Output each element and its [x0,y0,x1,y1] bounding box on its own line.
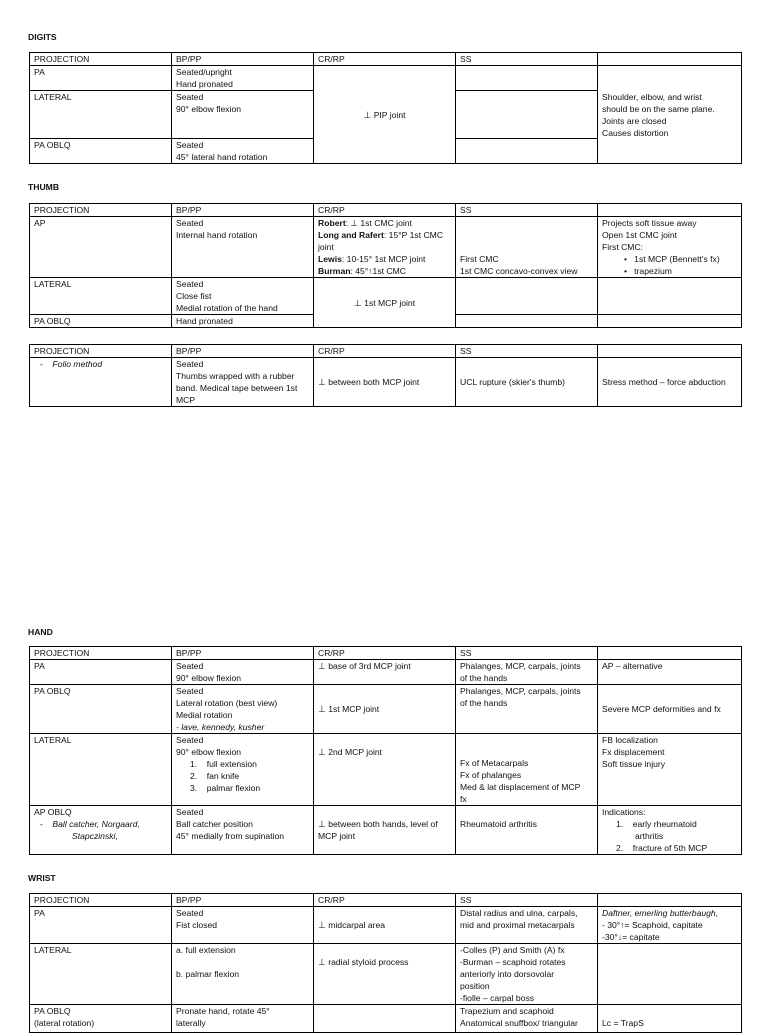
table-row [30,907,742,944]
table-header-row [30,894,742,907]
header-cr-rp: CR/RP [314,204,456,217]
header-notes [598,894,742,907]
table-header-row [30,345,742,358]
projection-cell: LATERAL [30,944,172,1005]
header-notes [598,204,742,217]
cr-cell: ⊥ base of 3rd MCP joint [314,660,456,685]
table-row [30,1005,742,1033]
perpendicular-icon: ⊥ [318,661,326,671]
notes-cell: Lc = TrapS [598,1005,742,1033]
bp-cell: Seated Thumbs wrapped with a rubber band. Medical tape between 1st MCP [172,358,314,407]
digits-section-title: DIGITS [28,32,57,42]
notes-cell: Stress method – force abduction [598,358,742,407]
notes-cell: Severe MCP deformities and fx [598,685,742,734]
projection-cell: PA [30,660,172,685]
ss-cell: Phalanges, MCP, carpals, joints of the hands [456,660,598,685]
bp-cell: Seated Internal hand rotation [172,217,314,278]
bp-cell: Seated 90° elbow flexion [172,660,314,685]
ss-cell [456,91,598,139]
header-projection: PROJECTION [30,53,172,66]
bp-cell: Seated 45° lateral hand rotation [172,139,314,164]
folio-table [29,344,742,407]
notes-cell: Daftner, emerling butterbaugh, - 30°↑= Scaphoid, capitate -30°↓= capitate [598,907,742,944]
ss-cell: Distal radius and ulna, carpals, mid and proximal metacarpals [456,907,598,944]
table-row [30,685,742,734]
projection-cell: PA OBLQ [30,315,172,328]
header-notes [598,647,742,660]
list-item: • 1st MCP (Bennett's fx) [624,254,720,264]
ss-cell [456,66,598,91]
wrist-table [29,893,742,1033]
notes-cell: FB localization Fx displacement Soft tissue injury [598,734,742,806]
table-row [30,217,742,278]
table-header-row [30,647,742,660]
projection-cell: LATERAL [30,91,172,139]
thumb-table [29,203,742,328]
bp-cell: Hand pronated [172,315,314,328]
header-cr-rp: CR/RP [314,53,456,66]
bp-cell: Seated Ball catcher position 45° medially from supination [172,806,314,855]
digits-table [29,52,742,164]
perpendicular-icon: ⊥ [318,957,326,967]
header-bp-pp: BP/PP [172,204,314,217]
header-ss: SS [456,894,598,907]
header-ss: SS [456,345,598,358]
projection-cell: AP [30,217,172,278]
table-row [30,66,742,91]
ss-cell: Trapezium and scaphoid Anatomical snuffbox/ triangular [456,1005,598,1033]
bp-cell: Seated Close fist Medial rotation of the hand [172,278,314,315]
perpendicular-icon: ⊥ [353,297,362,308]
notes-cell [598,944,742,1005]
ss-cell: Phalanges, MCP, carpals, joints of the hands [456,685,598,734]
notes-cell [598,315,742,328]
cr-cell: ⊥ PIP joint [314,66,456,164]
list-item: 2. fan knife [190,771,240,781]
list-item: • trapezium [624,266,672,276]
notes-cell: Projects soft tissue away Open 1st CMC joint First CMC: • 1st MCP (Bennett's fx) • trapezium [598,217,742,278]
header-bp-pp: BP/PP [172,647,314,660]
header-cr-rp: CR/RP [314,894,456,907]
list-item: 2. fracture of 5th MCP [616,843,708,853]
ss-cell: -Colles (P) and Smith (A) fx -Burman – scaphoid rotates anteriorly into dorsovolar position -fiolle – carpal boss [456,944,598,1005]
ss-cell [456,139,598,164]
header-bp-pp: BP/PP [172,894,314,907]
cr-cell: ⊥ 1st MCP joint [314,685,456,734]
table-header-row [30,53,742,66]
projection-cell: PA [30,907,172,944]
hand-section-title: HAND [28,627,53,637]
projection-cell: AP OBLQ - Ball catcher, Norgaard, Stapczinski, [30,806,172,855]
wrist-section-title: WRIST [28,873,56,883]
thumb-section-title: THUMB [28,182,60,192]
bp-cell: Pronate hand, rotate 45° laterally [172,1005,314,1033]
cr-cell: ⊥ between both MCP joint [314,358,456,407]
notes-cell [598,278,742,315]
header-ss: SS [456,53,598,66]
ss-cell: Rheumatoid arthritis [456,806,598,855]
table-row [30,944,742,1005]
header-projection: PROJECTION [30,647,172,660]
projection-cell: LATERAL [30,278,172,315]
table-header-row [30,204,742,217]
hand-table [29,646,742,855]
perpendicular-icon: ⊥ [318,377,326,387]
ss-cell: UCL rupture (skier's thumb) [456,358,598,407]
table-row [30,806,742,855]
cr-cell: ⊥ 1st MCP joint [314,278,456,328]
ss-cell: First CMC 1st CMC concavo-convex view [456,217,598,278]
list-item: 1. full extension [190,759,257,769]
bp-cell: a. full extension b. palmar flexion [172,944,314,1005]
bp-cell: Seated 90° elbow flexion 1. full extension 2. fan knife 3. palmar flexion [172,734,314,806]
projection-cell: LATERAL [30,734,172,806]
projection-cell: - Folio method [30,358,172,407]
projection-cell: PA [30,66,172,91]
header-projection: PROJECTION [30,204,172,217]
perpendicular-icon: ⊥ [318,819,326,829]
projection-cell: PA OBLQ (lateral rotation) [30,1005,172,1033]
perpendicular-icon: ⊥ [318,747,326,757]
projection-cell: PA OBLQ [30,139,172,164]
notes-cell: Shoulder, elbow, and wrist should be on the same plane. Joints are closed Causes distortion [598,66,742,164]
notes-cell: AP – alternative [598,660,742,685]
table-row [30,734,742,806]
list-item: 3. palmar flexion [190,783,261,793]
cr-cell: Robert: ⊥ 1st CMC joint Long and Rafert: 15°P 1st CMC joint Lewis: 10-15° 1st MCP joint Burman: 45°↑1st CMC [314,217,456,278]
ss-cell [456,278,598,315]
bp-cell: Seated 90° elbow flexion [172,91,314,139]
header-cr-rp: CR/RP [314,647,456,660]
table-row [30,278,742,315]
notes-cell: Indications: 1. early rheumatoid arthritis 2. fracture of 5th MCP [598,806,742,855]
header-bp-pp: BP/PP [172,345,314,358]
projection-cell: PA OBLQ [30,685,172,734]
bp-cell: Seated Lateral rotation (best view) Medial rotation - lave, kennedy, kusher [172,685,314,734]
perpendicular-icon: ⊥ [318,704,326,714]
header-projection: PROJECTION [30,345,172,358]
perpendicular-icon: ⊥ [318,920,326,930]
cr-cell: ⊥ 2nd MCP joint [314,734,456,806]
list-item: 1. early rheumatoid [616,819,697,829]
header-notes [598,345,742,358]
header-ss: SS [456,204,598,217]
ss-cell [456,315,598,328]
table-row [30,358,742,407]
cr-cell [314,1005,456,1033]
header-cr-rp: CR/RP [314,345,456,358]
table-row [30,660,742,685]
cr-cell: ⊥ midcarpal area [314,907,456,944]
header-ss: SS [456,647,598,660]
header-bp-pp: BP/PP [172,53,314,66]
cr-cell: ⊥ radial styloid process [314,944,456,1005]
ss-cell: Fx of Metacarpals Fx of phalanges Med & lat displacement of MCP fx [456,734,598,806]
header-notes [598,53,742,66]
bp-cell: Seated Fist closed [172,907,314,944]
cr-cell: ⊥ between both hands, level of MCP joint [314,806,456,855]
perpendicular-icon: ⊥ [363,109,372,120]
bp-cell: Seated/upright Hand pronated [172,66,314,91]
header-projection: PROJECTION [30,894,172,907]
